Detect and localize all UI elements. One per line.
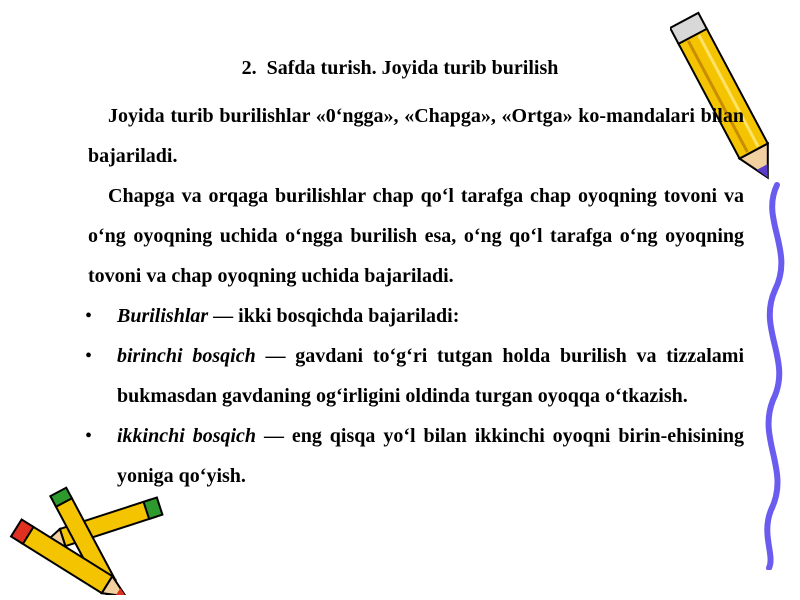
bullet-icon: • [85, 345, 93, 367]
slide-title [0, 57, 800, 80]
bullet-term: ikkinchi bosqich [117, 425, 257, 447]
slide-body [85, 96, 744, 496]
title-number: 2. [241, 57, 257, 79]
title-text: Safda turish. Joyida turib burilish [266, 57, 559, 79]
squiggle-decoration [755, 180, 800, 570]
paragraph: Chapga va orqaga burilishlar chap qo‘l tarafga chap oyoqning tovoni va o‘ng oyoqning uchida o‘ngga burilish esa, o‘ng qo‘l tarafga o‘ng oyoqning tovoni va chap oyoqning uchida bajariladi. [88, 185, 744, 287]
bullet-list [85, 296, 744, 496]
bullet-text: — gavdani to‘g‘ri tutgan holda burilish va tizzalami bukmasdan gavdaning og‘irligini oldinda turgan oyoqqa o‘tkazish. [117, 345, 744, 407]
bullet-item [85, 336, 744, 416]
pencils-icon [0, 480, 170, 595]
bullet-term: Burilishlar [117, 305, 209, 327]
bullet-term: birinchi bosqich [117, 345, 256, 367]
bullet-icon: • [85, 425, 93, 447]
bullet-item [85, 296, 744, 336]
bullet-text: — ikki bosqichda bajariladi: [208, 305, 460, 327]
bullet-item [85, 416, 744, 496]
bullet-icon: • [85, 305, 93, 327]
bullet-text: — eng qisqa yo‘l bilan ikkinchi oyoqni birin-ehisining yoniga qo‘yish. [117, 425, 744, 487]
paragraph: Joyida turib burilishlar «0‘ngga», «Chapga», «Ortga» ko-mandalari bilan bajariladi. [88, 105, 744, 167]
